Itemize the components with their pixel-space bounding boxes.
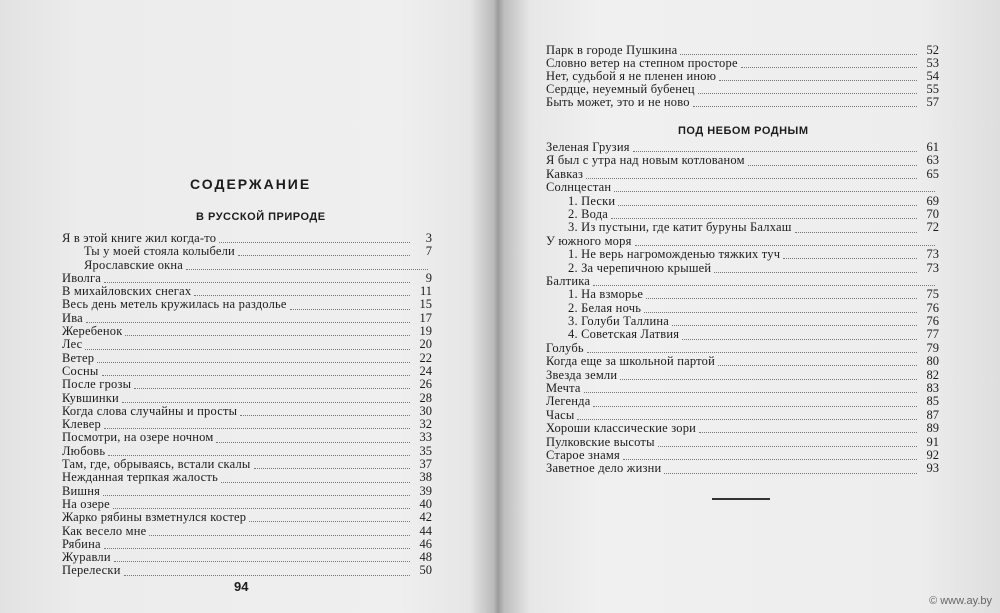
toc-dot-leader xyxy=(114,548,410,562)
toc-entry-title: Любовь xyxy=(62,444,106,458)
toc-entry-page: 33 xyxy=(419,430,432,445)
toc-entry-title: 2. За черепичною крышей xyxy=(568,261,712,275)
toc-dot-leader xyxy=(219,229,410,243)
section-title-native-sky: ПОД НЕБОМ РОДНЫМ xyxy=(678,125,809,137)
toc-dot-leader xyxy=(216,428,410,442)
toc-entry-title: Я в этой книге жил когда-то xyxy=(62,232,217,245)
toc-entry-title: Клевер xyxy=(62,418,101,432)
toc-entry xyxy=(546,96,939,109)
toc-entry-page: 28 xyxy=(419,390,432,405)
toc-entry-title: Там, где, обрываясь, встали скалы xyxy=(62,458,251,472)
toc-entry-title: Кувшинки xyxy=(62,391,119,405)
toc-entry-page: 72 xyxy=(926,220,939,235)
toc-dot-leader xyxy=(646,285,917,299)
toc-dot-leader xyxy=(593,272,935,286)
toc-entry-title: Солнцестан xyxy=(546,181,612,195)
toc-entry-page: 76 xyxy=(926,300,939,315)
toc-entry-page: 76 xyxy=(926,314,939,329)
toc-entry-title: Парк в городе Пушкина xyxy=(546,44,678,57)
toc-entry-page: 55 xyxy=(926,82,939,96)
toc-entry-title: Журавли xyxy=(62,551,111,565)
toc-entry-title: Я был с утра над новым котлованом xyxy=(546,154,745,168)
toc-dot-leader xyxy=(714,259,917,273)
toc-entry-page: 53 xyxy=(926,56,939,70)
toc-entry-page: 87 xyxy=(926,407,939,422)
toc-dot-leader xyxy=(748,151,917,165)
toc-entry-title: Ива xyxy=(62,311,83,325)
toc-dot-leader xyxy=(633,138,917,152)
toc-dot-leader xyxy=(102,362,410,376)
toc-dot-leader xyxy=(618,192,917,206)
toc-entry-title: Заветное дело жизни xyxy=(546,462,662,476)
toc-dot-leader xyxy=(108,442,410,456)
toc-dot-leader xyxy=(783,245,917,259)
toc-dot-leader xyxy=(620,366,917,380)
toc-entry-title: Мечта xyxy=(546,382,581,396)
toc-entry-title: 1. На взморье xyxy=(568,288,644,302)
toc-entry-page: 61 xyxy=(926,140,939,154)
toc-entry-title: Посмотри, на озере ночном xyxy=(62,431,214,445)
toc-entry-page: 35 xyxy=(419,443,432,458)
toc-dot-leader xyxy=(122,389,410,403)
toc-entry-title: Голубь xyxy=(546,341,584,355)
toc-dot-leader xyxy=(104,535,410,549)
toc-entry-title: На озере xyxy=(62,497,110,511)
toc-entry-title: 3. Голуби Таллина xyxy=(568,315,669,329)
toc-entry-page: 69 xyxy=(926,193,939,208)
toc-entry-page: 54 xyxy=(926,69,939,83)
toc-dot-leader xyxy=(587,339,917,353)
toc-dot-leader xyxy=(104,269,410,283)
toc-entry-title: Пулковские высоты xyxy=(546,435,655,449)
toc-dot-leader xyxy=(221,468,410,482)
toc-entry-title: 3. Из пустыни, где катит буруны Балхаш xyxy=(568,221,792,235)
toc-entry-title: Ветер xyxy=(62,351,95,365)
toc-dot-leader xyxy=(718,352,917,366)
toc-dot-leader xyxy=(86,309,410,323)
toc-entry-title: Рябина xyxy=(62,537,101,551)
toc-entry-title: Нежданная терпкая жалость xyxy=(62,471,218,485)
toc-entry-title: Сердце, неуемный бубенец xyxy=(546,83,695,96)
toc-dot-leader xyxy=(664,459,917,473)
toc-dot-leader xyxy=(194,282,410,296)
toc-dot-leader xyxy=(644,299,917,313)
toc-entry-title: В михайловских снегах xyxy=(62,285,192,299)
toc-dot-leader xyxy=(103,482,410,496)
toc-entry-page: 65 xyxy=(926,166,939,181)
toc-list-right xyxy=(546,141,939,476)
toc-entry-page: 89 xyxy=(926,421,939,436)
toc-entry-page: 11 xyxy=(419,284,432,299)
toc-entry-title: Как весело мне xyxy=(62,524,147,538)
toc-dot-leader xyxy=(584,379,917,393)
toc-dot-leader xyxy=(593,392,917,406)
toc-dot-leader xyxy=(85,335,410,349)
toc-entry-title: Зеленая Грузия xyxy=(546,141,630,154)
toc-entry-page: 22 xyxy=(419,350,432,365)
toc-entry-title: Звезда земли xyxy=(546,368,618,382)
toc-entry-page: 24 xyxy=(419,363,432,378)
toc-entry-page: 32 xyxy=(419,417,432,432)
toc-entry-title: У южного моря xyxy=(546,234,632,248)
toc-dot-leader xyxy=(124,561,410,575)
toc-entry-page: 83 xyxy=(926,381,939,396)
toc-dot-leader xyxy=(658,433,917,447)
toc-entry-page: 48 xyxy=(419,550,432,565)
toc-entry-title: Ты у моей стояла колыбели xyxy=(84,245,235,259)
toc-entry-title: 1. Пески xyxy=(568,194,616,208)
toc-entry-title: Жарко рябины взметнулся костер xyxy=(62,511,247,525)
toc-entry-title: 2. Белая ночь xyxy=(568,301,642,315)
toc-dot-leader xyxy=(149,522,410,536)
toc-dot-leader xyxy=(113,495,410,509)
toc-entry-page: 30 xyxy=(419,403,432,418)
toc-entry-page: 19 xyxy=(419,324,432,339)
toc-entry-page: 7 xyxy=(425,244,432,259)
left-page xyxy=(0,0,492,613)
toc-entry-title: Быть может, это и не ново xyxy=(546,96,690,109)
toc-entry-page: 75 xyxy=(926,287,939,302)
contents-heading: СОДЕРЖАНИЕ xyxy=(190,176,312,192)
toc-entry-title: 1. Не верь нагроможденью тяжких туч xyxy=(568,248,781,262)
toc-entry-page: 26 xyxy=(419,377,432,392)
page-number: 94 xyxy=(234,579,249,594)
toc-entry-page: 92 xyxy=(926,447,939,462)
toc-entry-page: 93 xyxy=(926,461,939,476)
toc-dot-leader xyxy=(290,295,410,309)
toc-entry-title: Жеребенок xyxy=(62,325,123,339)
toc-dot-leader xyxy=(635,232,935,246)
toc-dot-leader xyxy=(586,165,917,179)
toc-dot-leader xyxy=(254,455,410,469)
toc-entry-title: Когда еще за школьной партой xyxy=(546,355,715,369)
toc-entry-title: 4. Советская Латвия xyxy=(568,328,680,342)
toc-entry-page: 38 xyxy=(419,470,432,485)
toc-dot-leader xyxy=(611,205,917,219)
toc-entry xyxy=(62,564,438,577)
toc-entry-page: 3 xyxy=(425,231,432,245)
toc-entry-title: Ярославские окна xyxy=(84,258,184,272)
toc-dot-leader xyxy=(577,406,917,420)
toc-entry-page: 73 xyxy=(926,247,939,262)
toc-entry-page: 80 xyxy=(926,354,939,369)
toc-dot-leader xyxy=(186,256,428,270)
toc-entry-page: 73 xyxy=(926,260,939,275)
toc-entry-page: 37 xyxy=(419,457,432,472)
toc-entry-title: Лес xyxy=(62,338,83,352)
toc-entry-page: 91 xyxy=(926,434,939,449)
toc-dot-leader xyxy=(623,446,917,460)
toc-entry-page: 50 xyxy=(419,563,432,578)
watermark: © www.ay.by xyxy=(929,595,992,607)
toc-dot-leader xyxy=(104,415,410,429)
toc-entry-title: Часы xyxy=(546,408,575,422)
toc-dot-leader xyxy=(240,402,410,416)
toc-entry-page: 9 xyxy=(425,270,432,285)
toc-dot-leader xyxy=(693,93,917,107)
toc-entry-page: 42 xyxy=(419,510,432,525)
toc-dot-leader xyxy=(795,218,917,232)
toc-entry-page: 46 xyxy=(419,536,432,551)
toc-entry-title: Хороши классические зори xyxy=(546,422,697,436)
toc-entry-title: Кавказ xyxy=(546,167,584,181)
toc-entry-title: Иволга xyxy=(62,271,102,285)
toc-list-left xyxy=(62,232,438,578)
toc-entry-title: После грозы xyxy=(62,378,132,392)
toc-entry-page: 52 xyxy=(926,43,939,57)
toc-entry-title: 2. Вода xyxy=(568,207,609,221)
toc-dot-leader xyxy=(249,508,410,522)
toc-dot-leader xyxy=(134,375,410,389)
toc-entry-page: 63 xyxy=(926,153,939,168)
toc-entry-title: Перелески xyxy=(62,564,121,578)
toc-entry-title: Старое знамя xyxy=(546,448,620,462)
toc-dot-leader xyxy=(672,312,917,326)
toc-entry-page: 44 xyxy=(419,523,432,538)
toc-entry-page: 40 xyxy=(419,496,432,511)
toc-entry-title: Словно ветер на степном просторе xyxy=(546,57,738,70)
toc-entry-page: 79 xyxy=(926,340,939,355)
end-rule xyxy=(712,498,770,500)
toc-entry-title: Балтика xyxy=(546,274,591,288)
toc-list-right-top xyxy=(546,44,939,109)
toc-entry-title: Сосны xyxy=(62,364,99,378)
section-title-russian-nature: В РУССКОЙ ПРИРОДЕ xyxy=(196,211,326,223)
toc-entry-title: Когда слова случайны и просты xyxy=(62,404,238,418)
toc-entry-title: Нет, судьбой я не пленен иною xyxy=(546,70,717,83)
toc-entry-page: 82 xyxy=(926,367,939,382)
toc-dot-leader xyxy=(125,322,410,336)
toc-entry xyxy=(546,462,939,475)
toc-entry-page: 85 xyxy=(926,394,939,409)
toc-entry-page: 20 xyxy=(419,337,432,352)
toc-entry-page: 17 xyxy=(419,310,432,325)
toc-dot-leader xyxy=(699,419,917,433)
toc-entry-page: 70 xyxy=(926,206,939,221)
toc-dot-leader xyxy=(97,349,410,363)
toc-entry-page: 57 xyxy=(926,95,939,109)
toc-entry-page: 15 xyxy=(419,297,432,312)
toc-entry-title: Весь день метель кружилась на раздолье xyxy=(62,298,287,312)
toc-dot-leader xyxy=(238,242,410,256)
toc-dot-leader xyxy=(682,325,917,339)
toc-entry-title: Легенда xyxy=(546,395,591,409)
toc-entry-page: 39 xyxy=(419,483,432,498)
toc-dot-leader xyxy=(614,178,935,192)
toc-entry-page: 77 xyxy=(926,327,939,342)
toc-entry-title: Вишня xyxy=(62,484,101,498)
right-page xyxy=(505,0,1000,613)
